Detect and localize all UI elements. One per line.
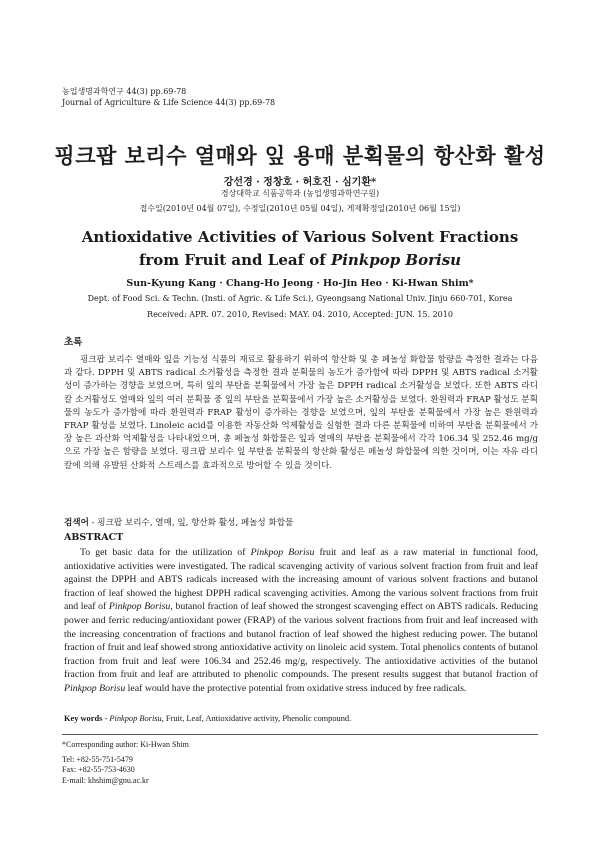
abstract-korean [64,334,538,473]
abstract-korean-body: 핑크팝 보리수 열매와 잎을 기능성 식품의 재료로 활용하기 위하여 항산화 및 총 페놀성 화합물 함량을 측정한 결과는 다음과 같다. DPPH 및 ABTS radical 소거활성을 측정한 결과 분획물의 농도가 증가함에 따라 DPPH 및 ABTS radical 소거활성이 증가하는 경향을 보였으며, 특히 잎의 부탄올 분획물에서 가장 높은 DPPH radical 소거활성을 보였다. 또한 ABTS 라디칼 소거활성도 열매와 잎의 여러 분획물 중 잎의 부탄올 분획물에서 가장 높은 소거활성을 보였다. 환원력과 FRAP 활성도 분획물의 농도가 증가함에 따라 환원력과 FRAP 활성이 증가하는 경향을 보였으며, 잎의 부탄올 분획물에서 가장 높은 환원력과 FRAP 활성을 보였다. Linoleic acid를 이용한 자동산화 억제활성을 실험한 결과 다른 분획물에 비하여 부탄올 분획물에서 가장 높은 과산화 억제활성을 나타내었으며, 총 페놀성 화합물은 잎과 열매의 부탄올 분획물에서 각각 106.34 및 252.46 mg/g으로 가장 높은 함량을 보였다. 핑크팝 보리수 잎 부탄올 분획물의 항산화 활성은 페놀성 화합물에 의한 것이며, 이는 자유 라디칼에 의해 유발된 산화적 스트레스를 효과적으로 방어할 수 있을 것이다. [64,355,538,471]
footnote-divider [62,734,538,735]
dates-korean: 접수일(2010년 04월 07일), 수정일(2010년 05월 04일), 게재확정일(2010년 06월 15일) [139,204,461,213]
contact-fax: Fax: +82-55-753-4630 [62,765,135,774]
abstract-en-text-3: , butanol fraction of leaf showed the strongest scavenging effect on ABTS radicals. Reducing power and ferric reducing/antioxidant power (FRAP) of the various solvent fractions from fruit and leaf increased with the increasing concentration of fractions and butanol fraction of leaf showed the highest reducing power. The butanol fraction of fruit and leaf showed strong antioxidative activity on linoleic acid system. Total phenolics contents of butanol fraction from fruit and leaf were 106.34 and 252.46 mg/g, respectively. The antioxidative activities of the butanol fraction from fruit and leaf are attributed to phenolic compounds. The present results suggest that butanol fraction of [64,601,538,681]
keywords-english [64,714,538,723]
authors-korean: 강선경 · 정창호 · 허호진 · 심기환* [223,177,377,188]
title-english [70,226,530,272]
dates-english: Received: APR. 07. 2010, Revised: MAY. 04. 2010, Accepted: JUN. 15. 2010 [147,310,453,319]
keywords-korean [64,516,538,528]
journal-header [62,86,275,108]
contact-email[interactable]: E-mail: khshim@gnu.ac.kr [62,775,149,785]
abstract-en-species-3: Pinkpop Borisu [64,682,126,694]
title-korean: 핑크팝 보리수 열매와 잎 용매 분획물의 항산화 활성 [54,143,546,168]
keywords-korean-text: - 핑크팝 보리수, 열매, 잎, 항산화 활성, 페놀성 화합물 [88,518,294,528]
journal-name-en: Journal of Agriculture & Life Science 44(3) pp.69-78 [62,98,276,107]
corresponding-author: *Corresponding author: Ki-Hwan Shim [62,740,189,749]
keywords-english-rest: , Fruit, Leaf, Antioxidative activity, Phenolic compound. [161,714,352,723]
affiliation-english: Dept. of Food Sci. & Techn. (Insti. of Agric. & Life Sci.), Gyeongsang National Univ. Jinju 660-701, Korea [87,294,513,303]
abstract-en-text-4: leaf would have the protective potential from oxidative stress induced by free radicals. [125,682,467,694]
abstract-en-species-2: Pinkpop Borisu [108,601,171,613]
title-english-main: Antioxidative Activities of Various Solvent Fractions from Fruit and Leaf of [81,228,519,269]
authors-english: Sun-Kyung Kang · Chang-Ho Jeong · Ho-Jin Heo · Ki-Hwan Shim* [126,278,474,289]
keywords-english-label: Key words [64,714,103,723]
contact-tel: Tel: +82-55-751-5479 [62,754,133,764]
abstract-english-heading: ABSTRACT [64,532,124,543]
title-english-species: Pinkpop Borisu [330,251,462,269]
abstract-en-species-1: Pinkpop Borisu [250,547,315,558]
abstract-english [64,532,538,696]
footnote [62,740,189,786]
keywords-english-dash: - [102,714,110,723]
keywords-korean-label: 검색어 [64,518,89,528]
abstract-english-body [64,546,538,696]
abstract-en-text-2: fruit and leaf as a raw material in functional food, antioxidative activities were investigated. The radical scavenging activity of various solvent fraction from fruit and leaf against the DPPH and ABTS radicals increased with the increasing amount of various solvent fractions and butanol fraction of leaf showed the highest DPPH radical scavenging activities. Among the various solvent fractions from fruit and leaf of [64,547,538,613]
affiliation-korean: 경상대학교 식품공학과 (농업생명과학연구원) [220,189,380,198]
keywords-english-species: Pinkpop Borisu [109,714,162,723]
abstract-en-text-1: To get basic data for the utilization of [80,547,251,558]
abstract-korean-heading: 초록 [64,337,83,348]
journal-name-ko: 농업생명과학연구 44(3) pp.69-78 [62,87,187,96]
